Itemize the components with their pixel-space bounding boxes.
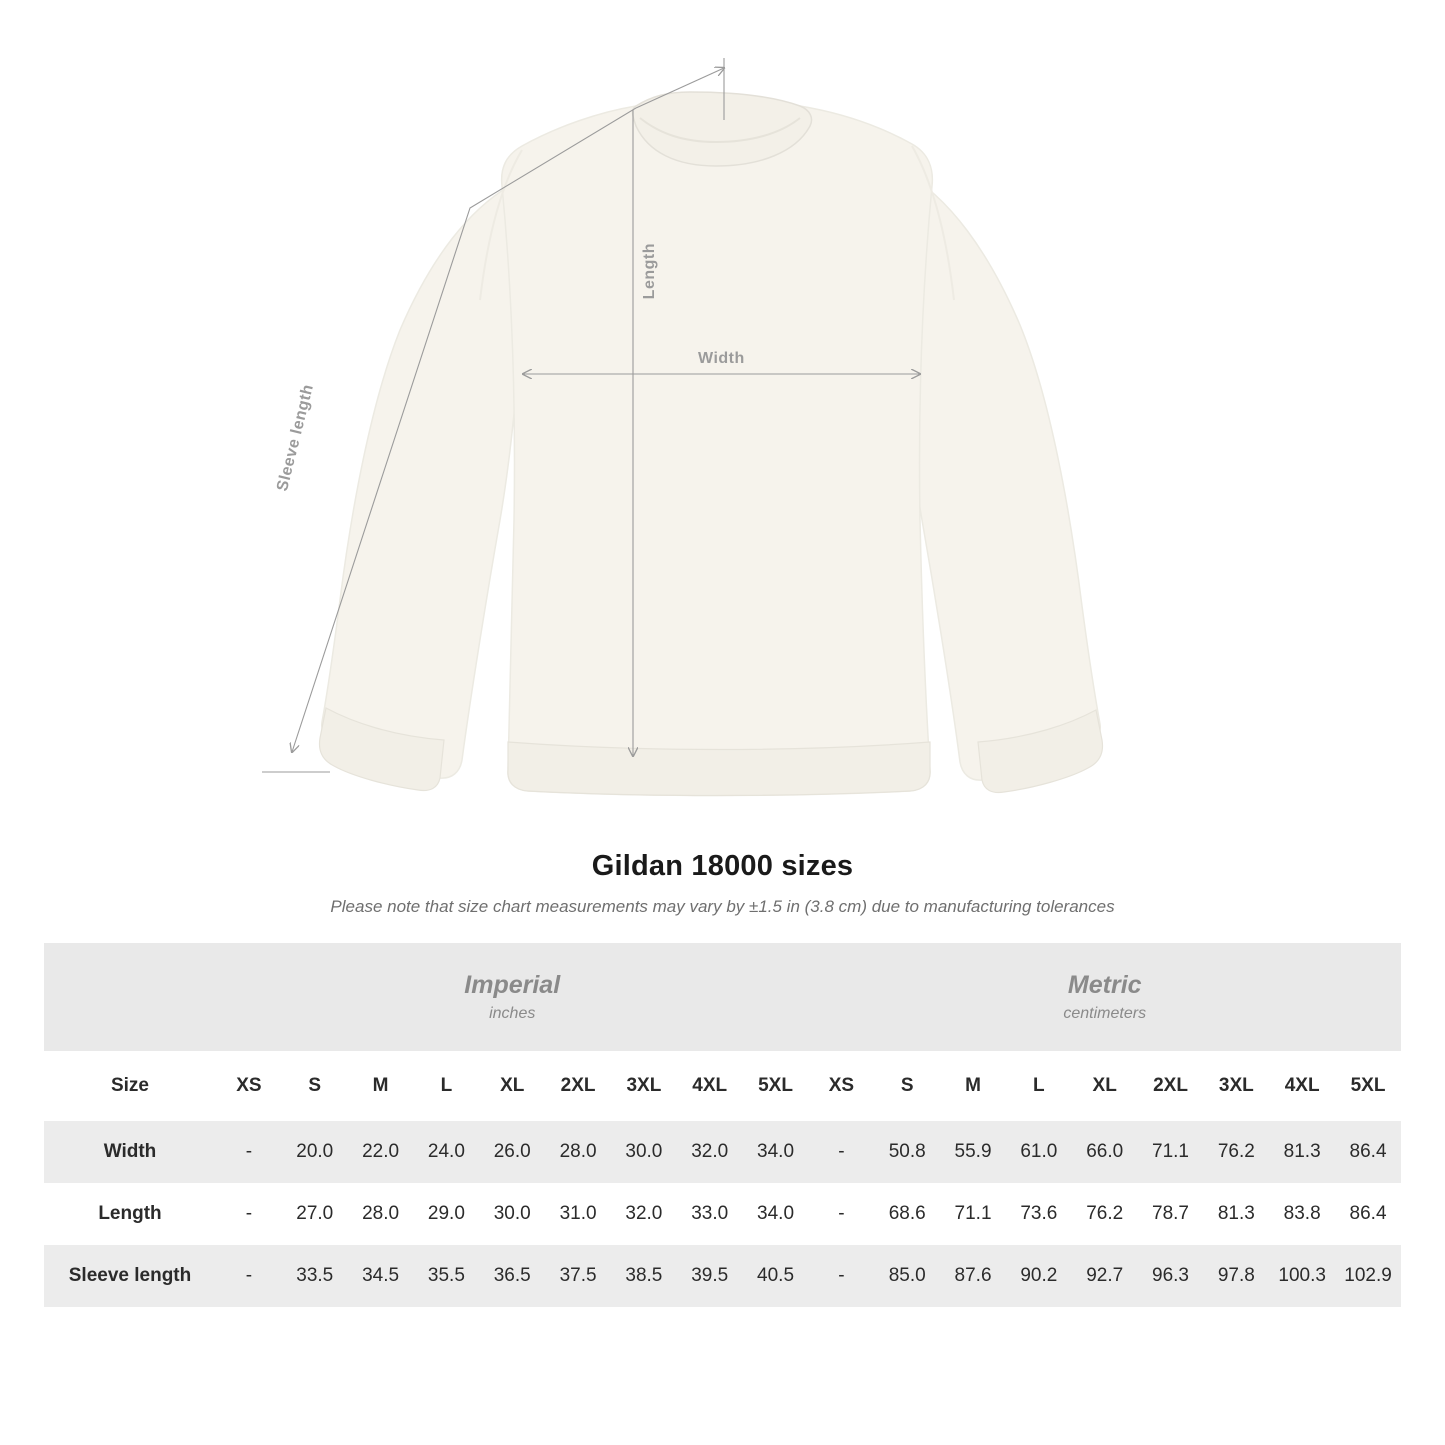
size-column-header: S [282,1051,348,1121]
width-dimension-label: Width [698,350,745,367]
measurement-cell: 24.0 [413,1121,479,1183]
unit-header-row [44,943,1401,1051]
measurement-cell: 36.5 [479,1245,545,1307]
size-column-header: L [413,1051,479,1121]
table-row [44,1245,1401,1307]
size-column-header: XL [1072,1051,1138,1121]
measurement-cell: 29.0 [413,1183,479,1245]
measurement-cell: 76.2 [1203,1121,1269,1183]
measurement-cell: 30.0 [479,1183,545,1245]
measurement-cell: 20.0 [282,1121,348,1183]
measurement-cell: 28.0 [545,1121,611,1183]
measurement-cell: 55.9 [940,1121,1006,1183]
size-column-header: 3XL [1203,1051,1269,1121]
size-column-header: XS [808,1051,874,1121]
measurement-cell: 71.1 [940,1183,1006,1245]
measurement-cell: 81.3 [1203,1183,1269,1245]
size-table [44,943,1401,1307]
measurement-cell: - [808,1121,874,1183]
measurement-cell: 85.0 [874,1245,940,1307]
measurement-cell: 81.3 [1269,1121,1335,1183]
size-column-header: 3XL [611,1051,677,1121]
table-row [44,1183,1401,1245]
measurement-cell: 90.2 [1006,1245,1072,1307]
length-dimension-label: Length [641,243,658,300]
size-column-header: 5XL [1335,1051,1401,1121]
imperial-subtitle: inches [489,1005,536,1023]
size-header-label: Size [44,1051,216,1121]
size-column-header: L [1006,1051,1072,1121]
size-column-header: M [348,1051,414,1121]
unit-header-spacer [44,943,216,1051]
imperial-title: Imperial [464,970,561,999]
measurement-cell: 39.5 [677,1245,743,1307]
measurement-cell: 33.5 [282,1245,348,1307]
size-column-header: XL [479,1051,545,1121]
measurement-cell: 37.5 [545,1245,611,1307]
sweatshirt-shape [320,92,1103,796]
size-column-header: XS [216,1051,282,1121]
measurement-cell: 86.4 [1335,1121,1401,1183]
metric-unit-header [808,943,1401,1051]
tolerance-note: Please note that size chart measurements may vary by ±1.5 in (3.8 cm) due to manufacturing tolerances [330,897,1115,916]
measurement-cell: 28.0 [348,1183,414,1245]
size-column-header: 2XL [545,1051,611,1121]
measurement-cell: 68.6 [874,1183,940,1245]
imperial-unit-header [216,943,808,1051]
size-table-wrapper [0,943,1445,1307]
measurement-cell: 83.8 [1269,1183,1335,1245]
measurement-cell: 34.0 [743,1183,809,1245]
measurement-cell: 100.3 [1269,1245,1335,1307]
size-column-header: M [940,1051,1006,1121]
measurement-cell: 32.0 [677,1121,743,1183]
measurement-cell: 96.3 [1138,1245,1204,1307]
size-column-header: 5XL [743,1051,809,1121]
metric-subtitle: centimeters [1063,1005,1147,1023]
measurement-cell: 22.0 [348,1121,414,1183]
table-row [44,1121,1401,1183]
measurement-cell: 27.0 [282,1183,348,1245]
measurement-cell: 73.6 [1006,1183,1072,1245]
size-column-header: S [874,1051,940,1121]
size-header-row [44,1051,1401,1121]
measurement-cell: - [808,1245,874,1307]
measurement-cell: 97.8 [1203,1245,1269,1307]
measurement-cell: 71.1 [1138,1121,1204,1183]
measurement-cell: 30.0 [611,1121,677,1183]
measurement-cell: 102.9 [1335,1245,1401,1307]
measurement-cell: 31.0 [545,1183,611,1245]
size-table-body [44,1121,1401,1307]
measurement-cell: 34.0 [743,1121,809,1183]
measurement-cell: 33.0 [677,1183,743,1245]
measurement-cell: 61.0 [1006,1121,1072,1183]
measurement-cell: 32.0 [611,1183,677,1245]
measurement-cell: - [216,1183,282,1245]
measurement-row-label: Width [44,1121,216,1183]
measurement-cell: 86.4 [1335,1183,1401,1245]
sleeve-length-dimension-label: Sleeve length [274,382,318,493]
page-title: Gildan 18000 sizes [591,850,854,882]
measurement-cell: 76.2 [1072,1183,1138,1245]
measurement-cell: 35.5 [413,1245,479,1307]
measurement-cell: 26.0 [479,1121,545,1183]
measurement-row-label: Sleeve length [44,1245,216,1307]
measurement-cell: - [808,1183,874,1245]
size-column-header: 4XL [1269,1051,1335,1121]
measurement-cell: 78.7 [1138,1183,1204,1245]
measurement-cell: 34.5 [348,1245,414,1307]
metric-title: Metric [1067,970,1142,999]
measurement-cell: - [216,1245,282,1307]
measurement-cell: 50.8 [874,1121,940,1183]
measurement-cell: 40.5 [743,1245,809,1307]
measurement-cell: 87.6 [940,1245,1006,1307]
size-column-header: 4XL [677,1051,743,1121]
measurement-row-label: Length [44,1183,216,1245]
title-block [0,850,1445,917]
measurement-cell: 38.5 [611,1245,677,1307]
size-column-header: 2XL [1138,1051,1204,1121]
measurement-cell: 66.0 [1072,1121,1138,1183]
measurement-cell: - [216,1121,282,1183]
measurement-cell: 92.7 [1072,1245,1138,1307]
